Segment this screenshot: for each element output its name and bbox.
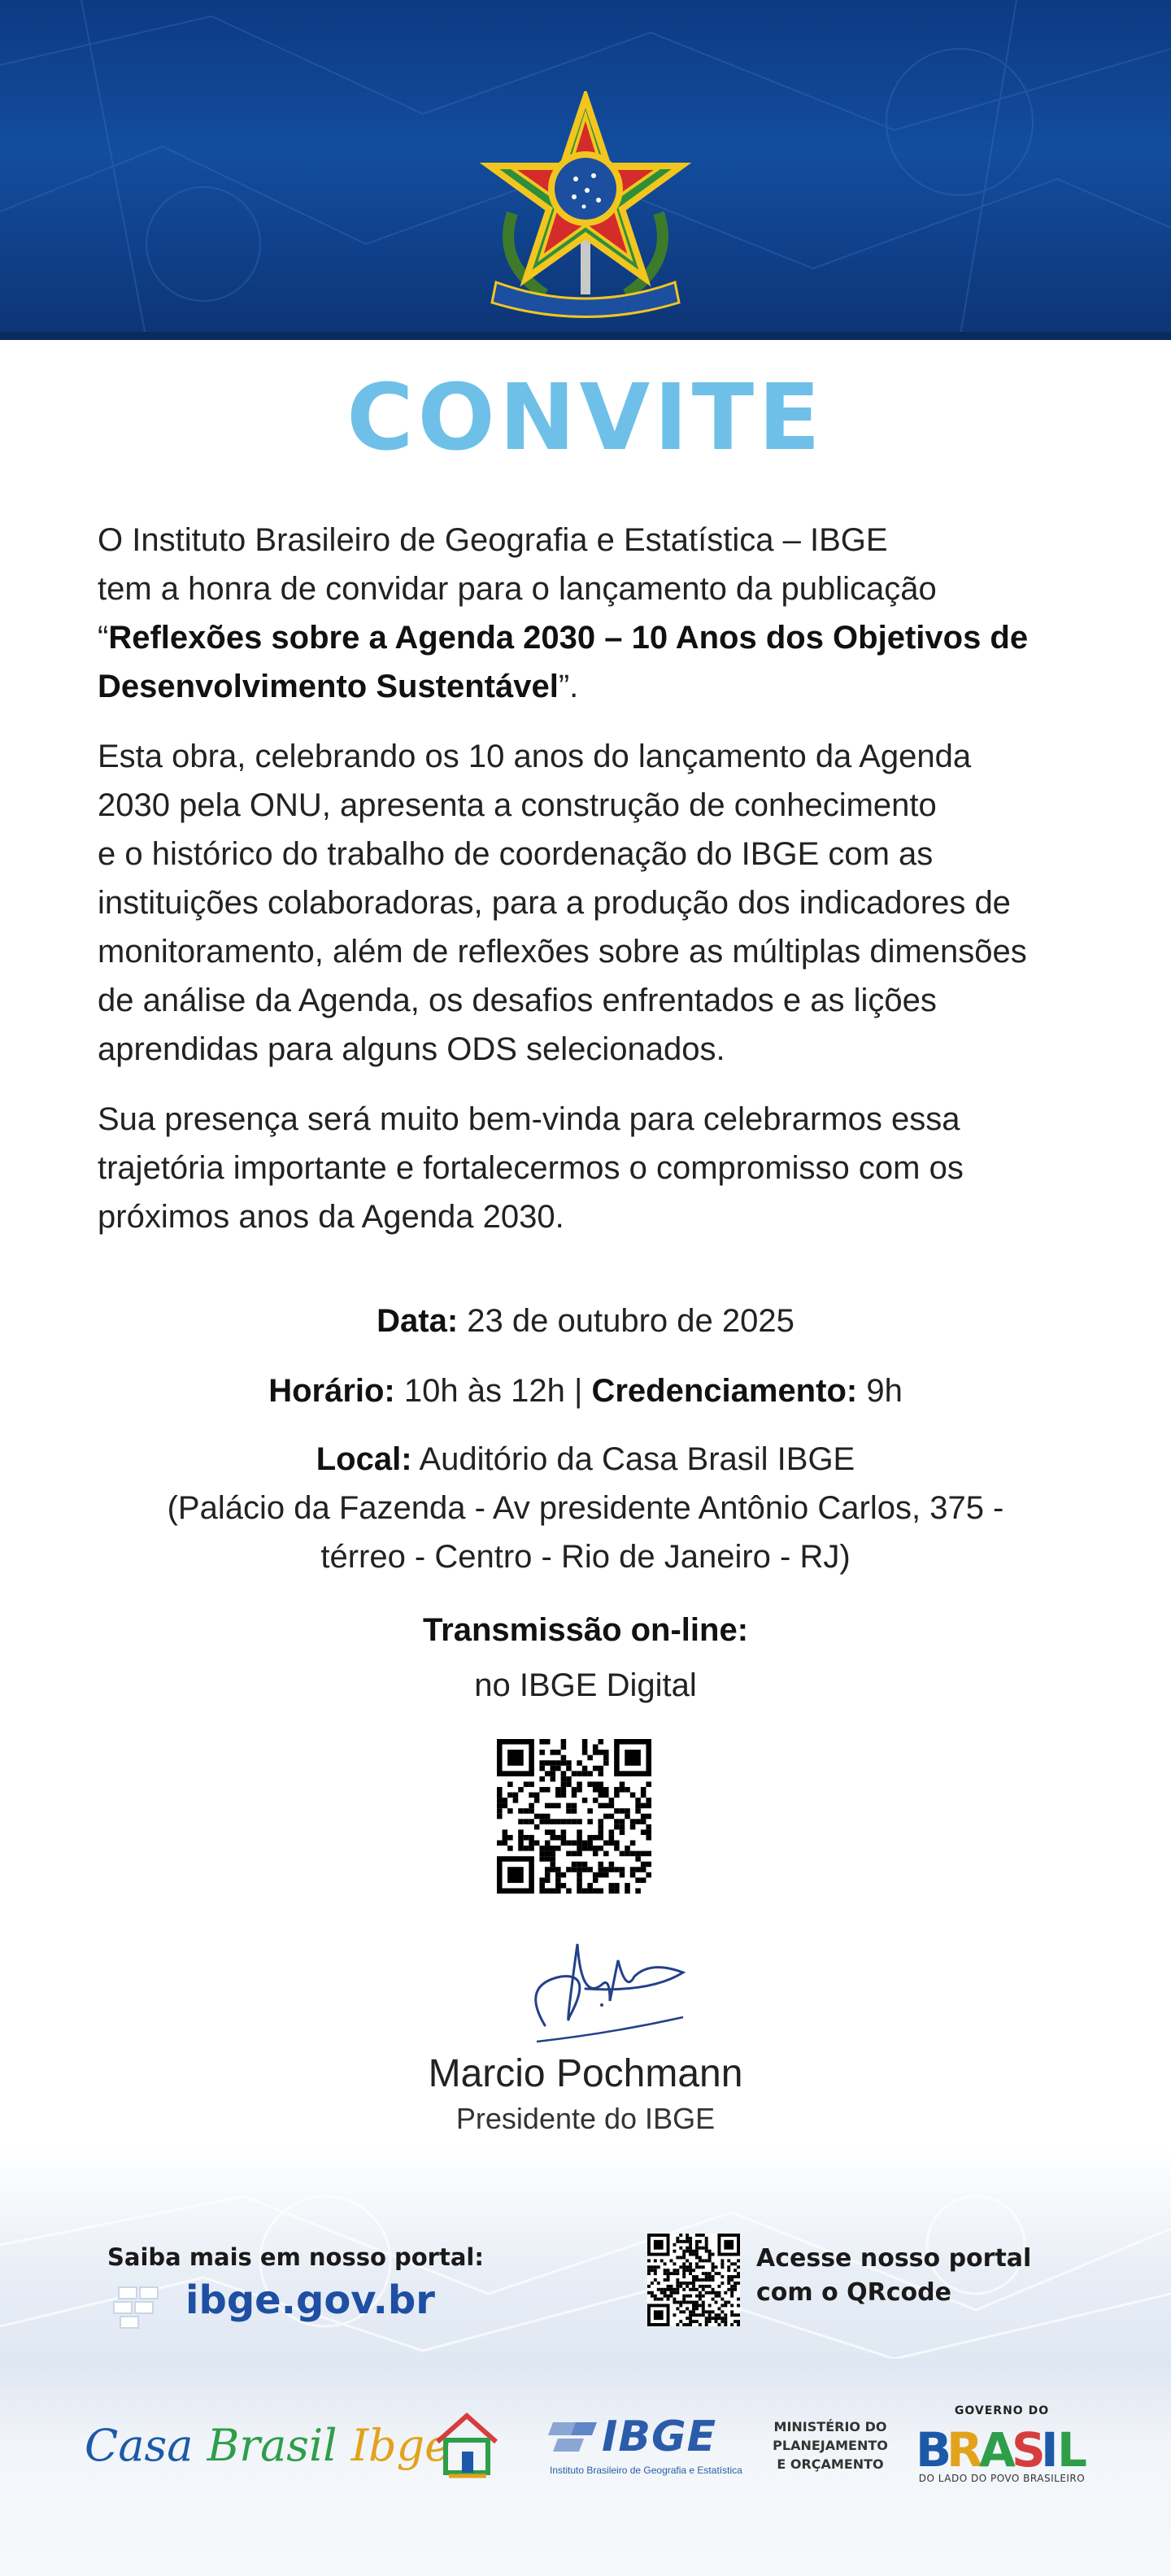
qr-prompt-line: com o QRcode — [756, 2278, 951, 2307]
brasil-letter: A — [979, 2422, 1016, 2471]
date-value: 23 de outubro de 2025 — [458, 1303, 794, 1339]
stream-label: Transmissão on-line: — [422, 1612, 749, 1648]
qr-code-small-icon[interactable] — [647, 2234, 740, 2326]
place-address-line: térreo - Centro - Rio de Janeiro - RJ) — [320, 1539, 851, 1575]
ministry-logo — [769, 2417, 891, 2474]
intro-line: O Instituto Brasileiro de Geografia e Estatística – IBGE — [98, 522, 888, 558]
brasil-letter: S — [1012, 2422, 1046, 2471]
time-value: 10h às 12h | — [394, 1373, 592, 1409]
credential-label: Credenciamento: — [591, 1373, 858, 1409]
qr-prompt-line: Acesse nosso portal — [756, 2244, 1032, 2273]
publication-title-line — [98, 613, 1082, 711]
description-line: e o histórico do trabalho de coordenação do IBGE com as — [98, 836, 934, 872]
ministry-line: PLANEJAMENTO — [773, 2438, 888, 2453]
portal-link[interactable]: ibge.gov.br — [185, 2277, 435, 2323]
casa-word: Casa — [85, 2420, 207, 2471]
ibge-word: Ibge — [350, 2420, 451, 2471]
government-logo-top: GOVERNO DO — [954, 2404, 1050, 2417]
page-title: CONVITE — [346, 365, 825, 471]
description-line: aprendidas para alguns ODS selecionados. — [98, 1031, 725, 1067]
signature-icon — [488, 1928, 699, 2058]
coat-of-arms-icon — [480, 91, 691, 319]
intro-paragraph — [98, 516, 1082, 711]
qr-code-icon[interactable] — [497, 1739, 651, 1894]
globe-grid-icon — [112, 2282, 169, 2331]
publication-title: Reflexões sobre a Agenda 2030 – 10 Anos dos Objetivos de Desenvolvimento Sustentável — [98, 620, 1029, 704]
event-time — [98, 1366, 1073, 1415]
brasil-letter: I — [1041, 2422, 1059, 2471]
brasil-letter: L — [1057, 2422, 1087, 2471]
portal-prompt: Saiba mais em nosso portal: — [107, 2243, 484, 2271]
qr-prompt — [756, 2242, 1049, 2310]
brasil-letter: B — [916, 2422, 952, 2471]
place-address-line: (Palácio da Fazenda - Av presidente Antônio Carlos, 375 - — [167, 1490, 1004, 1526]
description-paragraph — [98, 732, 1082, 1074]
casa-brasil-logo — [85, 2417, 451, 2474]
credential-value: 9h — [857, 1373, 903, 1409]
time-label: Horário: — [268, 1373, 395, 1409]
place-value: Auditório da Casa Brasil IBGE — [411, 1441, 855, 1477]
description-line: de análise da Agenda, os desafios enfrentados e as lições — [98, 983, 937, 1018]
event-location — [98, 1435, 1073, 1581]
ibge-logo-subtitle: Instituto Brasileiro de Geografia e Estatística — [550, 2465, 742, 2476]
quote-close: ”. — [558, 669, 579, 704]
government-logo-tagline: DO LADO DO POVO BRASILEIRO — [918, 2473, 1086, 2484]
closing-line: trajetória importante e fortalecermos o compromisso com os — [98, 1150, 964, 1186]
quote-open: “ — [98, 620, 109, 656]
description-line: monitoramento, além de reflexões sobre as múltiplas dimensões — [98, 934, 1027, 970]
ministry-line: E ORÇAMENTO — [777, 2456, 884, 2472]
closing-line: Sua presença será muito bem-vinda para celebrarmos essa — [98, 1101, 960, 1137]
stream-label-row — [98, 1606, 1073, 1654]
brasil-letter: R — [947, 2422, 983, 2471]
closing-paragraph — [98, 1095, 1082, 1241]
governo-brasil-logo — [909, 2421, 1088, 2471]
intro-line: tem a honra de convidar para o lançamento da publicação — [98, 571, 937, 607]
stream-value: no IBGE Digital — [474, 1667, 697, 1703]
header-banner — [0, 0, 1171, 340]
ibge-logo-word: IBGE — [602, 2413, 717, 2461]
signer-role: Presidente do IBGE — [455, 2102, 716, 2135]
signer-name: Marcio Pochmann — [428, 2052, 743, 2095]
date-label: Data: — [377, 1303, 459, 1339]
description-line: Esta obra, celebrando os 10 anos do lançamento da Agenda — [98, 739, 972, 774]
brasil-word: Brasil — [207, 2420, 351, 2471]
house-icon — [433, 2409, 501, 2479]
ministry-line: MINISTÉRIO DO — [773, 2419, 887, 2434]
description-line: instituições colaboradoras, para a produção dos indicadores de — [98, 885, 1011, 921]
description-line: 2030 pela ONU, apresenta a construção de conhecimento — [98, 787, 937, 823]
event-date — [98, 1297, 1073, 1345]
closing-line: próximos anos da Agenda 2030. — [98, 1199, 564, 1235]
place-label: Local: — [316, 1441, 412, 1477]
